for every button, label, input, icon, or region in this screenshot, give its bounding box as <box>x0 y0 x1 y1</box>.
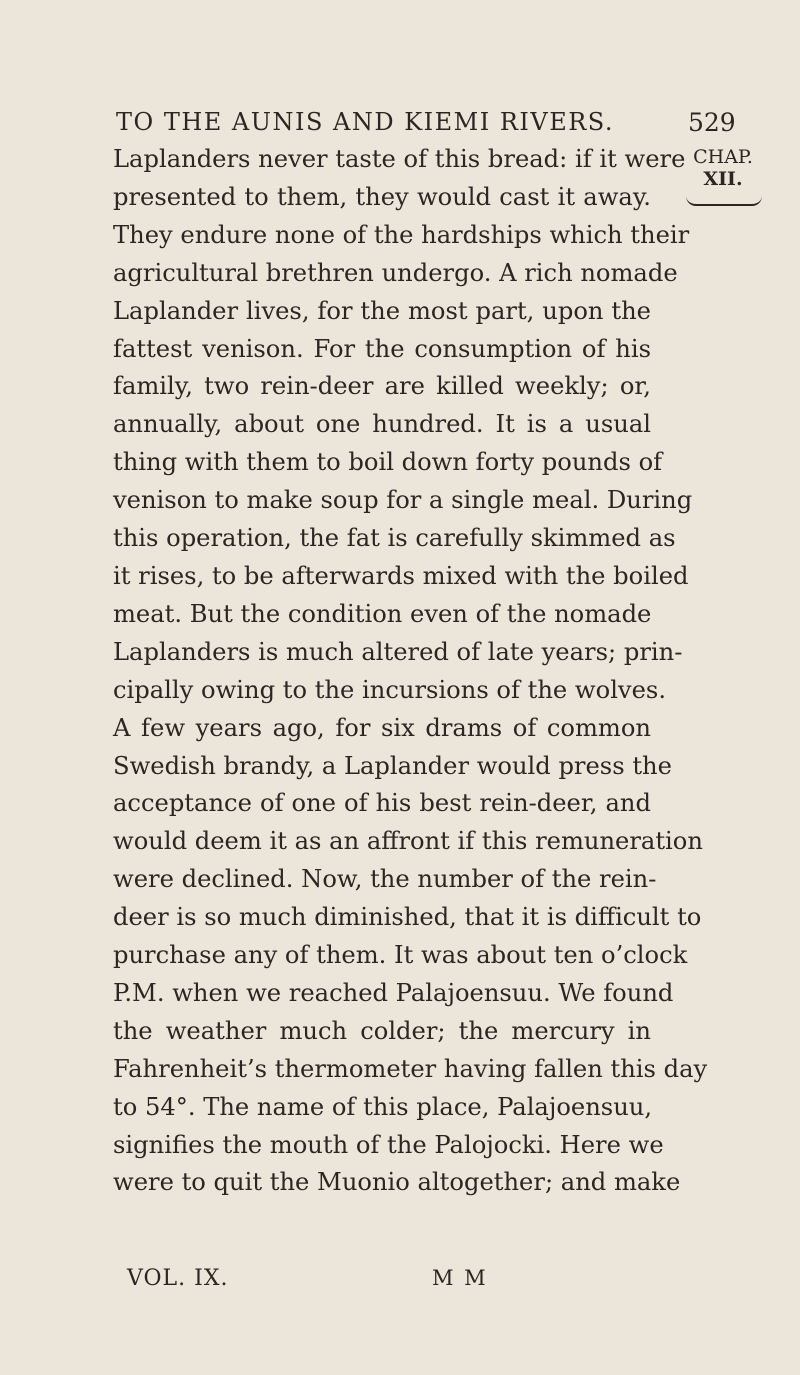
text-line: Fahrenheit’s thermometer having fallen this day <box>113 1054 708 1083</box>
text-line: the weather much colder; the mercury in <box>113 1016 651 1045</box>
text-line: family, two rein-deer are killed weekly; or, <box>113 372 651 401</box>
brace-ornament <box>686 196 762 206</box>
text-line: to 54°. The name of this place, Palajoensuu, <box>113 1092 653 1121</box>
text-line: purchase any of them. It was about ten o’clock <box>113 941 688 970</box>
text-line: Swedish brandy, a Laplander would press the <box>113 751 672 780</box>
text-line: presented to them, they would cast it away. <box>113 182 651 211</box>
text-line: They endure none of the hardships which their <box>113 220 690 249</box>
text-line: would deem it as an affront if this remuneration <box>113 827 703 856</box>
text-line: venison to make soup for a single meal. During <box>113 486 693 515</box>
text-line: were declined. Now, the number of the rein- <box>113 865 657 894</box>
text-line: Laplanders is much altered of late years; prin- <box>113 637 683 666</box>
text-line: signifies the mouth of the Palojocki. Here we <box>113 1130 664 1159</box>
text-line: this operation, the fat is carefully skimmed as <box>113 524 676 553</box>
text-line: fattest venison. For the consumption of his <box>113 334 651 363</box>
running-head: TO THE AUNIS AND KIEMI RIVERS. <box>116 108 615 136</box>
text-line: thing with them to boil down forty pounds of <box>113 448 663 477</box>
page-footer <box>127 1266 488 1291</box>
chapter-margin-note <box>688 146 758 206</box>
chapter-number: XII. <box>703 168 743 190</box>
text-line: A few years ago, for six drams of common <box>113 713 651 742</box>
text-line: acceptance of one of his best rein-deer, and <box>113 789 651 818</box>
text-line: meat. But the condition even of the nomade <box>113 599 652 628</box>
signature-mark: M M <box>432 1266 488 1290</box>
page-number: 529 <box>688 108 736 137</box>
volume-label: VOL. IX. <box>127 1266 229 1291</box>
text-line: P.M. when we reached Palajoensuu. We found <box>113 978 674 1007</box>
text-line: deer is so much diminished, that it is difficult to <box>113 903 702 932</box>
text-line: were to quit the Muonio altogether; and make <box>113 1168 681 1197</box>
text-line: agricultural brethren undergo. A rich nomade <box>113 258 678 287</box>
text-line: Laplander lives, for the most part, upon the <box>113 296 651 325</box>
text-line: cipally owing to the incursions of the wolves. <box>113 675 667 704</box>
text-line: Laplanders never taste of this bread: if it were <box>113 145 686 173</box>
chapter-label: CHAP. <box>693 146 753 168</box>
text-line: it rises, to be afterwards mixed with the boiled <box>113 561 689 590</box>
body-text <box>113 141 708 1202</box>
text-line: annually, about one hundred. It is a usual <box>113 410 651 439</box>
